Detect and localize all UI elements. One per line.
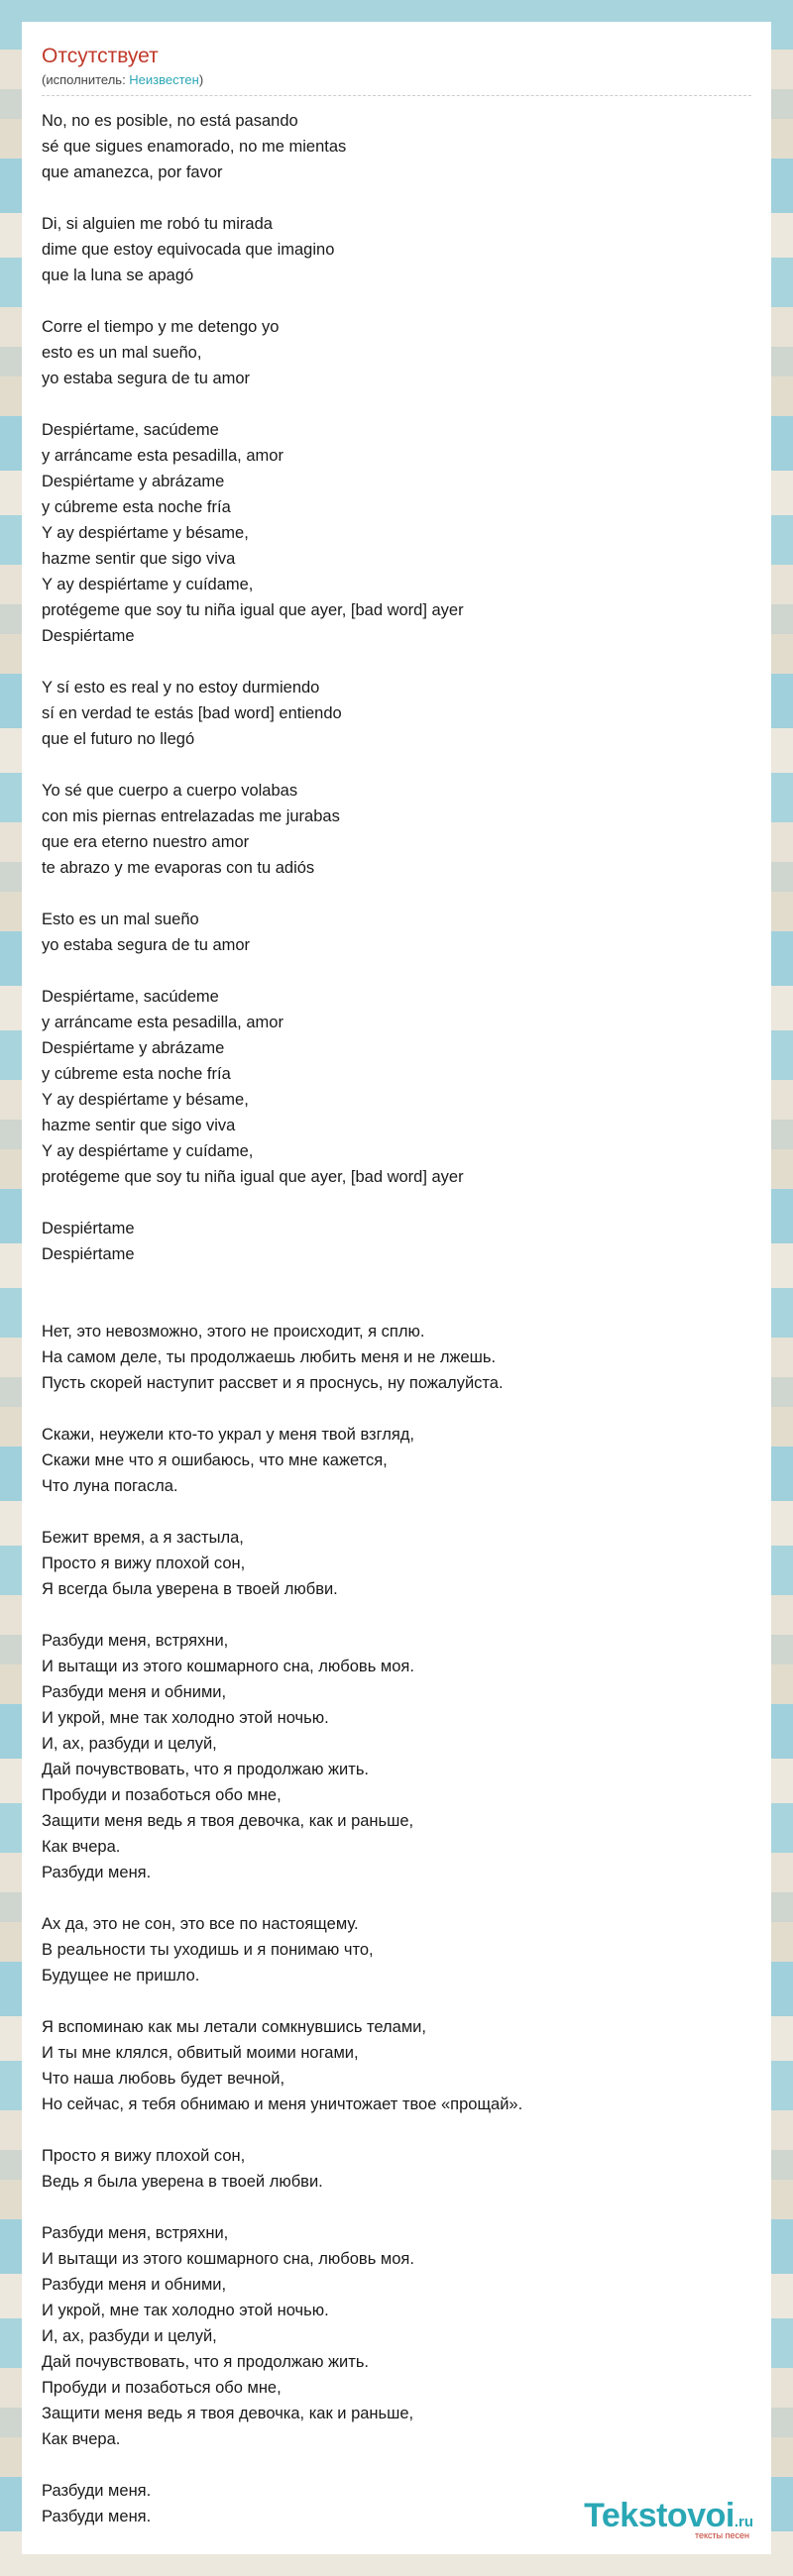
lyric-line: No, no es posible, no está pasando: [42, 112, 298, 130]
lyric-line: hazme sentir que sigo viva: [42, 1117, 236, 1134]
lyric-line: yo estaba segura de tu amor: [42, 370, 251, 387]
lyric-line: Нет, это невозможно, этого не происходит, я сплю.: [42, 1323, 425, 1341]
artist-line: [42, 71, 751, 89]
lyric-line: y arráncame esta pesadilla, amor: [42, 447, 283, 465]
lyric-line: Corre el tiempo y me detengo yo: [42, 318, 280, 336]
logo-suffix-text: .ru: [734, 2514, 753, 2530]
lyric-line: sí en verdad te estás [bad word] entiendo: [42, 704, 342, 722]
lyric-line: На самом деле, ты продолжаешь любить меня и не лжешь.: [42, 1348, 497, 1366]
lyric-line: В реальности ты уходишь и я понимаю что,: [42, 1941, 374, 1959]
lyric-line: Просто я вижу плохой сон,: [42, 2147, 246, 2165]
stanza: [42, 1911, 751, 1988]
lyric-line: Разбуди меня и обними,: [42, 1683, 227, 1701]
lyric-line: Бежит время, а я застыла,: [42, 1529, 244, 1547]
lyric-line: Разбуди меня, встряхни,: [42, 1632, 229, 1650]
stanza: [42, 2220, 751, 2452]
lyric-line: que el futuro no llegó: [42, 730, 195, 748]
lyric-line: Y ay despiértame y bésame,: [42, 524, 249, 542]
lyric-line: Разбуди меня.: [42, 2508, 152, 2525]
lyric-line: y cúbreme esta noche fría: [42, 1065, 231, 1083]
lyric-line: que amanezca, por favor: [42, 163, 223, 181]
stanza: [42, 1319, 751, 1396]
lyric-line: Y ay despiértame y bésame,: [42, 1091, 249, 1109]
lyric-line: Пробуди и позаботься обо мне,: [42, 2379, 282, 2397]
lyric-line: Ах да, это не сон, это все по настоящему.: [42, 1915, 359, 1933]
lyric-line: Y ay despiértame y cuídame,: [42, 1142, 254, 1160]
lyric-line: esto es un mal sueño,: [42, 344, 202, 362]
lyric-line: И укрой, мне так холодно этой ночью.: [42, 1709, 329, 1727]
stanza: [42, 984, 751, 1190]
lyric-line: Y ay despiértame y cuídame,: [42, 576, 254, 593]
lyric-line: Я всегда была уверена в твоей любви.: [42, 1580, 338, 1598]
lyric-line: te abrazo y me evaporas con tu adiós: [42, 859, 315, 877]
stanza: [42, 2014, 751, 2117]
lyric-line: Будущее не пришло.: [42, 1967, 200, 1985]
lyric-line: Despiértame: [42, 627, 135, 645]
lyrics-translation: [42, 1319, 751, 2529]
lyric-line: Di, si alguien me robó tu mirada: [42, 215, 273, 233]
section-gap: [42, 1293, 751, 1319]
artist-suffix: ): [198, 72, 204, 87]
lyric-line: Но сейчас, я тебя обнимаю и меня уничтожает твое «прощай».: [42, 2095, 523, 2113]
stanza: [42, 211, 751, 288]
lyric-line: y arráncame esta pesadilla, amor: [42, 1014, 283, 1031]
stanza: [42, 778, 751, 881]
lyric-line: protégeme que soy tu niña igual que ayer, [bad word] ayer: [42, 601, 464, 619]
stanza: [42, 108, 751, 185]
site-logo[interactable]: [584, 2499, 753, 2540]
lyric-line: Разбуди меня, встряхни,: [42, 2224, 229, 2242]
lyric-line: Защити меня ведь я твоя девочка, как и раньше,: [42, 2405, 414, 2422]
lyric-line: Ведь я была уверена в твоей любви.: [42, 2173, 323, 2191]
logo-main-text: Tekstovoi: [584, 2497, 735, 2534]
lyric-line: Despiértame: [42, 1245, 135, 1263]
stanza: [42, 314, 751, 391]
lyric-line: Despiértame, sacúdeme: [42, 988, 219, 1006]
stanza: [42, 2143, 751, 2195]
lyric-line: Просто я вижу плохой сон,: [42, 1555, 246, 1572]
lyrics-card: [22, 22, 771, 2554]
lyric-line: И, ах, разбуди и целуй,: [42, 1735, 217, 1753]
lyric-line: Esto es un mal sueño: [42, 911, 199, 928]
lyric-line: sé que sigues enamorado, no me mientas: [42, 138, 347, 156]
lyric-line: Пробуди и позаботься обо мне,: [42, 1786, 282, 1804]
stanza: [42, 1422, 751, 1499]
lyric-line: Yo sé que cuerpo a cuerpo volabas: [42, 782, 298, 800]
logo-tagline: тексты песен: [694, 2530, 749, 2540]
stanza: [42, 675, 751, 752]
lyric-line: Пусть скорей наступит рассвет и я проснусь, ну пожалуйста.: [42, 1374, 504, 1392]
lyric-line: Разбуди меня.: [42, 1864, 152, 1881]
lyric-line: Что наша любовь будет вечной,: [42, 2070, 285, 2088]
lyric-line: y cúbreme esta noche fría: [42, 498, 231, 516]
lyric-line: И, ах, разбуди и целуй,: [42, 2327, 217, 2345]
artist-link[interactable]: Неизвестен: [129, 72, 199, 87]
song-header: [22, 22, 771, 89]
lyric-line: Я вспоминаю как мы летали сомкнувшись телами,: [42, 2018, 426, 2036]
lyric-line: que la luna se apagó: [42, 267, 194, 284]
artist-prefix: (исполнитель:: [42, 72, 130, 87]
lyric-line: Защити меня ведь я твоя девочка, как и раньше,: [42, 1812, 414, 1830]
lyric-line: Разбуди меня.: [42, 2482, 152, 2500]
lyric-line: Дай почувствовать, что я продолжаю жить.: [42, 1761, 370, 1778]
lyric-line: И укрой, мне так холодно этой ночью.: [42, 2302, 329, 2319]
lyric-line: Despiértame y abrázame: [42, 473, 225, 490]
stanza: [42, 1525, 751, 1602]
lyric-line: Despiértame: [42, 1220, 135, 1237]
lyric-line: Как вчера.: [42, 2430, 121, 2448]
lyric-line: Что луна погасла.: [42, 1477, 178, 1495]
lyric-line: hazme sentir que sigo viva: [42, 550, 236, 568]
lyric-line: Despiértame y abrázame: [42, 1039, 225, 1057]
lyric-line: Разбуди меня и обними,: [42, 2276, 227, 2294]
lyric-line: Скажи, неужели кто-то украл у меня твой взгляд,: [42, 1426, 415, 1444]
lyric-line: И ты мне клялся, обвитый моими ногами,: [42, 2044, 359, 2062]
lyric-line: Дай почувствовать, что я продолжаю жить.: [42, 2353, 370, 2371]
lyrics-body: [22, 96, 771, 2529]
lyric-line: protégeme que soy tu niña igual que ayer, [bad word] ayer: [42, 1168, 464, 1186]
lyric-line: Y sí esto es real y no estoy durmiendo: [42, 679, 320, 697]
lyric-line: Скажи мне что я ошибаюсь, что мне кажется,: [42, 1451, 388, 1469]
lyric-line: И вытащи из этого кошмарного сна, любовь моя.: [42, 2250, 414, 2268]
lyrics-original: [42, 108, 751, 1267]
song-title: Отсутствует: [42, 45, 159, 67]
lyric-line: Как вчера.: [42, 1838, 121, 1856]
lyric-line: con mis piernas entrelazadas me jurabas: [42, 807, 340, 825]
lyric-line: yo estaba segura de tu amor: [42, 936, 251, 954]
lyric-line: И вытащи из этого кошмарного сна, любовь моя.: [42, 1658, 414, 1675]
lyric-line: dime que estoy equivocada que imagino: [42, 241, 335, 259]
stanza: [42, 907, 751, 958]
stanza: [42, 1628, 751, 1885]
stanza: [42, 417, 751, 649]
lyric-line: Despiértame, sacúdeme: [42, 421, 219, 439]
lyric-line: que era eterno nuestro amor: [42, 833, 250, 851]
stanza: [42, 1216, 751, 1267]
